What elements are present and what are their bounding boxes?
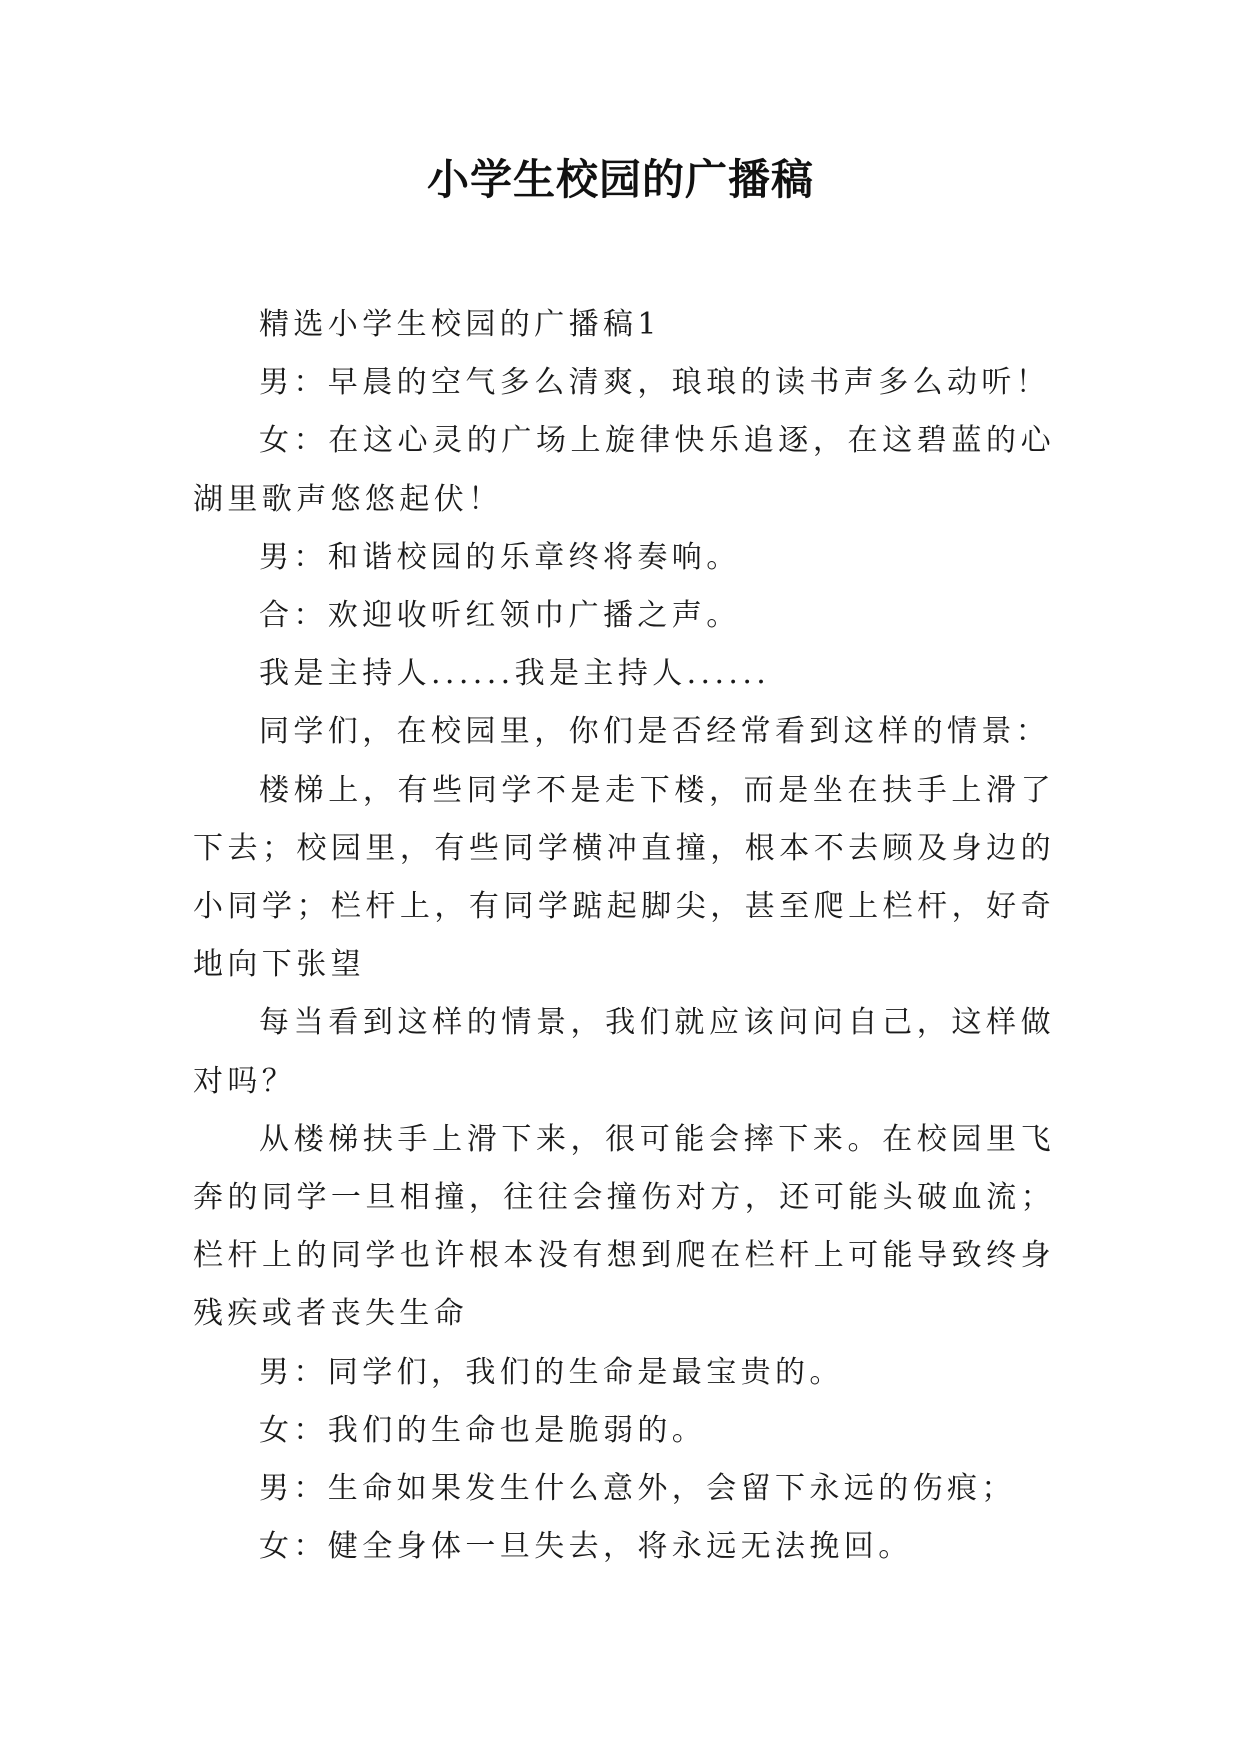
paragraph: 男：和谐校园的乐章终将奏响。 (259, 539, 741, 575)
paragraph: 男：生命如果发生什么意外，会留下永远的伤痕； (259, 1471, 1016, 1507)
document-body (193, 296, 1055, 1576)
paragraph: 合：欢迎收听红领巾广播之声。 (259, 598, 741, 634)
paragraph: 每当看到这样的情景，我们就应该问问自己，这样做对吗？ (193, 1005, 1055, 1099)
paragraph: 女：健全身体一旦失去，将永远无法挽回。 (259, 1529, 913, 1565)
paragraph: 精选小学生校园的广播稿1 (259, 307, 661, 342)
paragraph: 男：早晨的空气多么清爽，琅琅的读书声多么动听！ (259, 365, 1051, 401)
paragraph: 同学们，在校园里，你们是否经常看到这样的情景： (259, 714, 1051, 750)
document-title: 小学生校园的广播稿 (426, 155, 814, 204)
paragraph: 男：同学们，我们的生命是最宝贵的。 (259, 1354, 844, 1390)
paragraph: 从楼梯扶手上滑下来，很可能会摔下来。在校园里飞奔的同学一旦相撞，往往会撞伤对方，还可能头破血流；栏杆上的同学也许根本没有想到爬在栏杆上可能导致终身残疾或者丧失生命 (193, 1121, 1055, 1332)
paragraph: 楼梯上，有些同学不是走下楼，而是坐在扶手上滑了下去；校园里，有些同学横冲直撞，根本不去顾及身边的小同学；栏杆上，有同学踮起脚尖，甚至爬上栏杆，好奇地向下张望 (193, 772, 1055, 983)
paragraph: 我是主持人......我是主持人...... (259, 656, 771, 692)
paragraph: 女：我们的生命也是脆弱的。 (259, 1412, 707, 1448)
paragraph: 女：在这心灵的广场上旋律快乐追逐，在这碧蓝的心湖里歌声悠悠起伏！ (193, 423, 1055, 517)
